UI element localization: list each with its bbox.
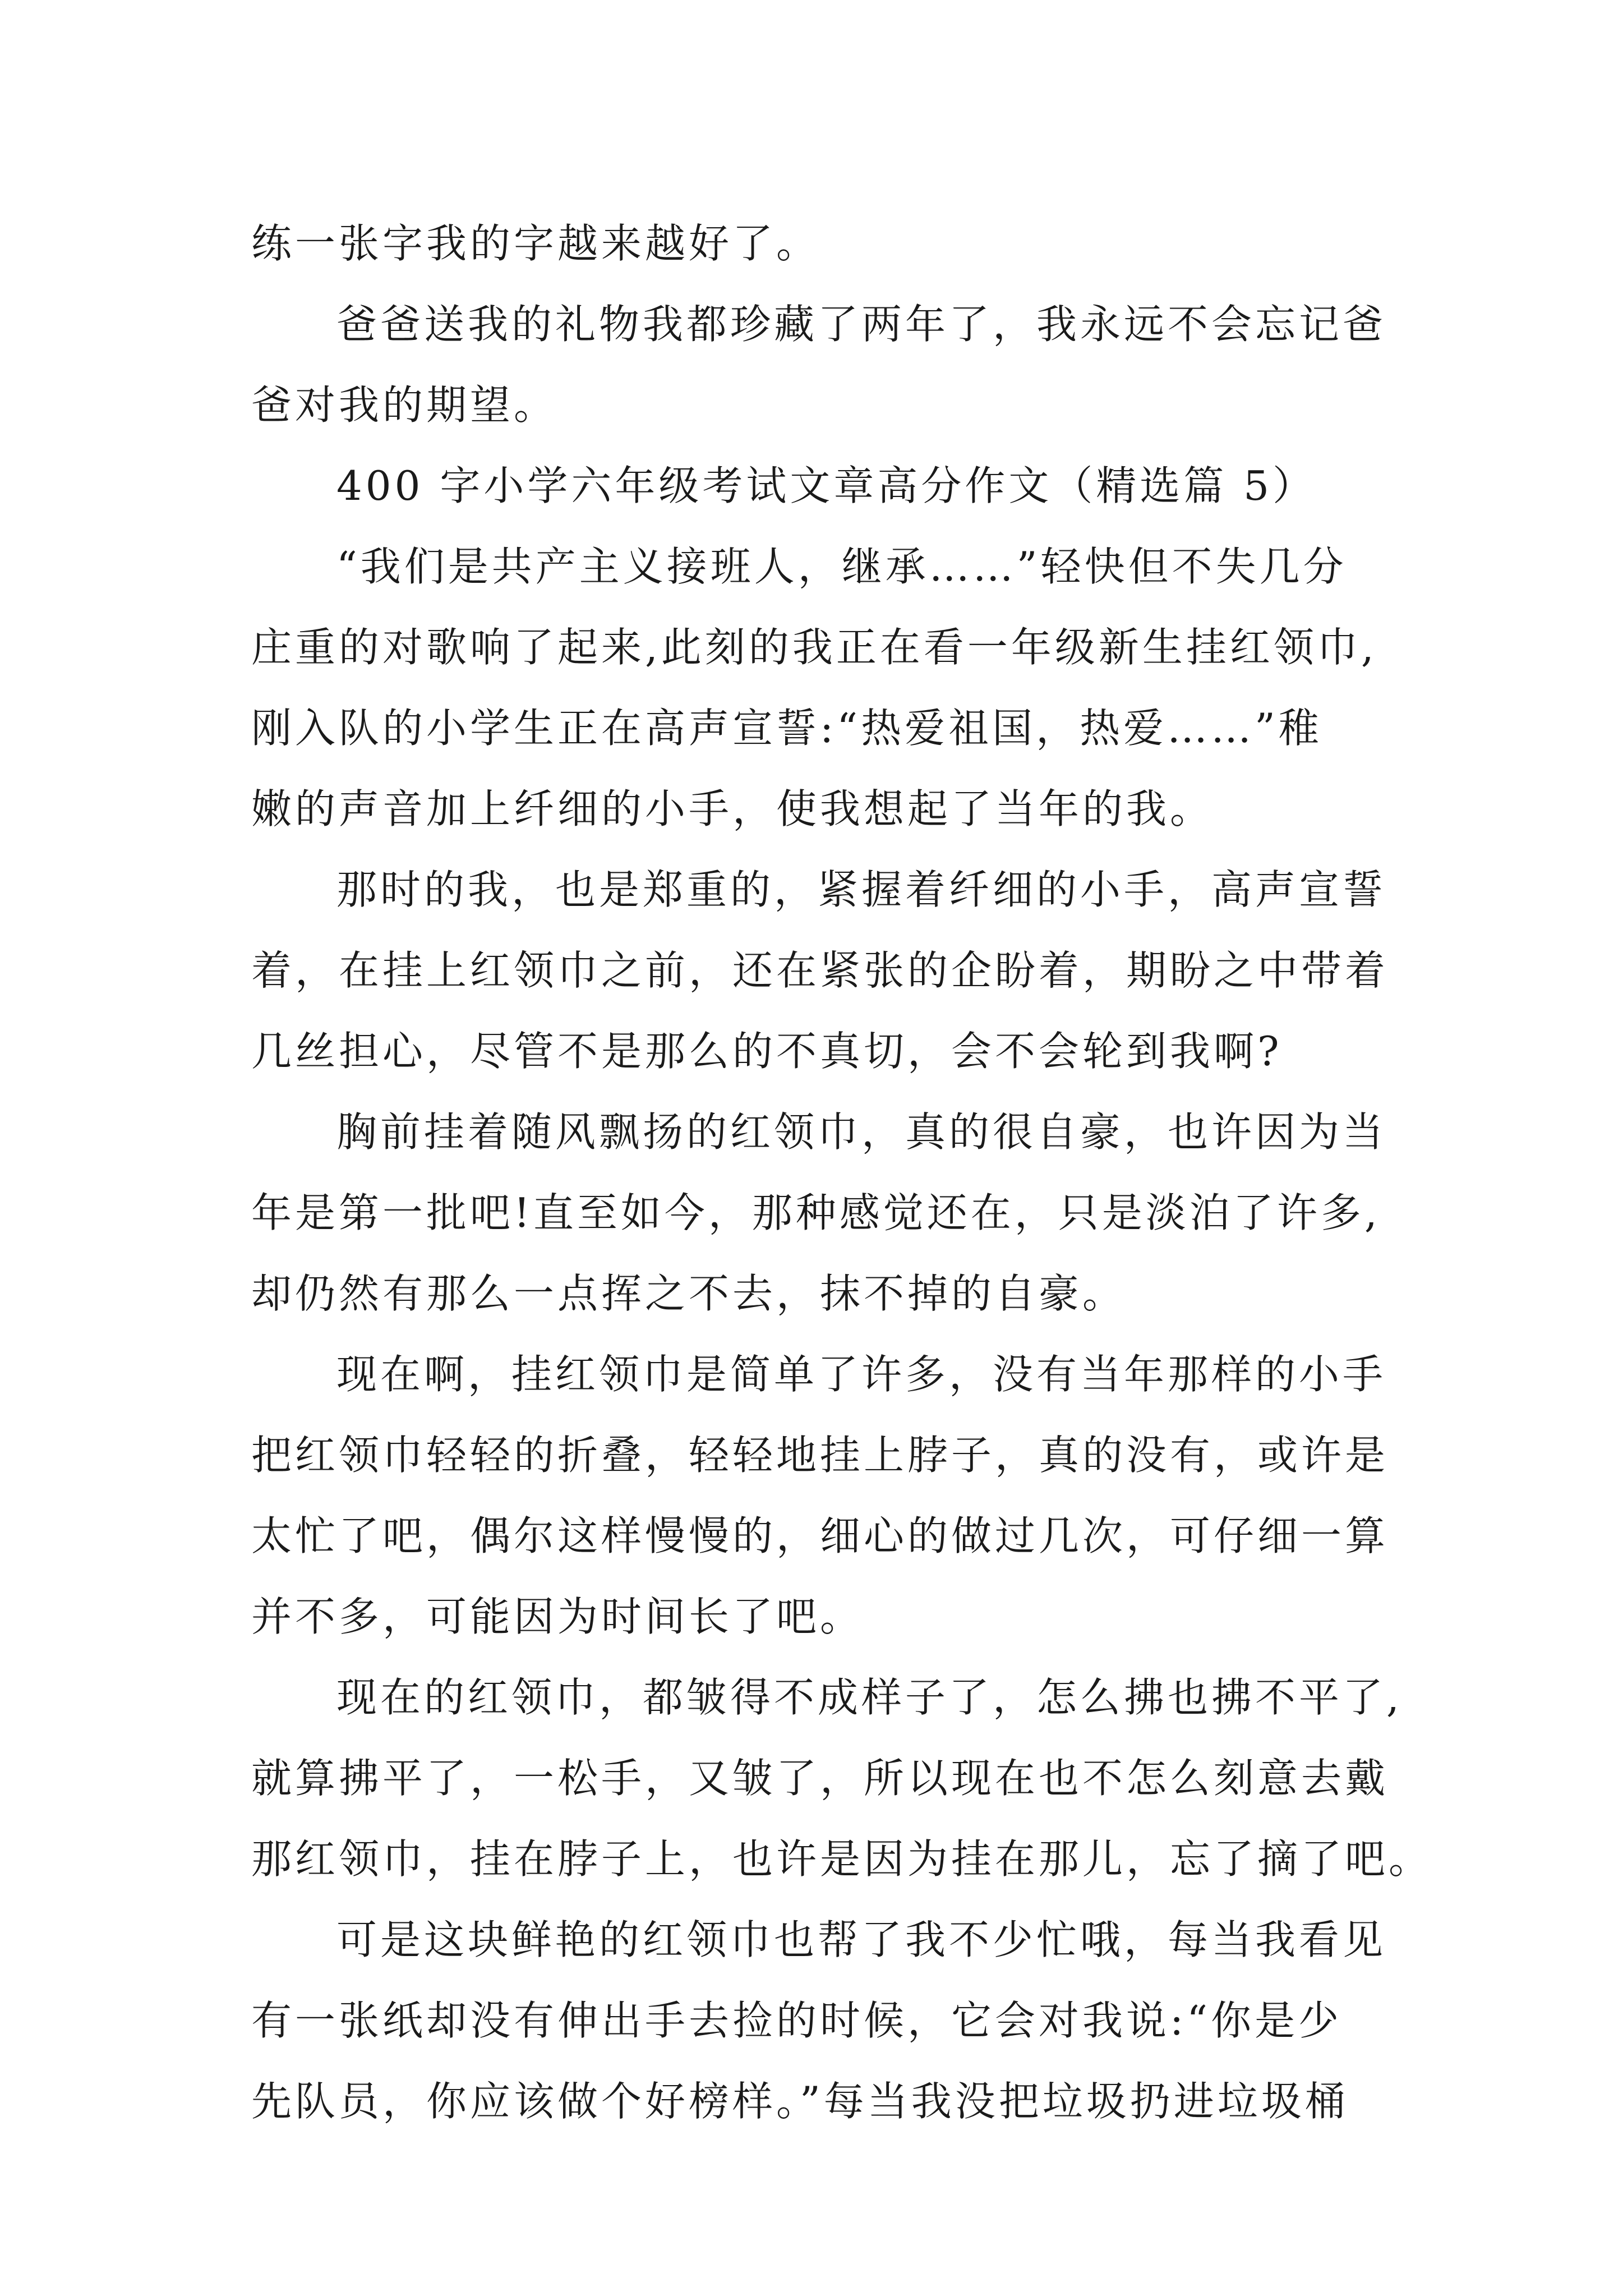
text-line: 胸前挂着随风飘扬的红领巾，真的很自豪，也许因为当: [336, 1108, 1387, 1156]
text-line: 嫩的声音加上纤细的小手，使我想起了当年的我。: [251, 785, 1214, 832]
text-line: 庄重的对歌响了起来,此刻的我正在看一年级新生挂红领巾,: [251, 624, 1377, 671]
text-line: 先队员，你应该做个好榜样。”每当我没把垃圾扔进垃圾桶: [251, 2078, 1349, 2125]
text-line: 太忙了吧，偶尔这样慢慢的，细心的做过几次，可仔细一算: [251, 1512, 1389, 1559]
text-line: 现在的红领巾，都皱得不成样子了，怎么拂也拂不平了,: [336, 1674, 1403, 1721]
text-line: 并不多，可能因为时间长了吧。: [251, 1593, 864, 1640]
text-line: 练一张字我的字越来越好了。: [251, 220, 820, 267]
text-line: 几丝担心，尽管不是那么的不真切，会不会轮到我啊?: [251, 1028, 1283, 1075]
text-line: 把红领巾轻轻的折叠，轻轻地挂上脖子，真的没有，或许是: [251, 1432, 1389, 1479]
text-line: 那红领巾，挂在脖子上，也许是因为挂在那儿，忘了摘了吧。: [251, 1835, 1433, 1883]
text-line: 爸爸送我的礼物我都珍藏了两年了，我永远不会忘记爸: [336, 301, 1387, 348]
section-heading: 400 字小学六年级考试文章高分作文（精选篇 5）: [336, 462, 1317, 509]
document-body: [251, 203, 1433, 2142]
text-line: 那时的我，也是郑重的，紧握着纤细的小手，高声宣誓: [336, 866, 1387, 913]
text-line: 就算拂平了，一松手，又皱了，所以现在也不怎么刻意去戴: [251, 1755, 1389, 1802]
text-line: 有一张纸却没有伸出手去捡的时候，它会对我说:“你是少: [251, 1997, 1343, 2044]
text-line: 年是第一批吧!直至如今，那种感觉还在，只是淡泊了许多,: [251, 1189, 1381, 1236]
text-line: 刚入队的小学生正在高声宣誓:“热爱祖国，热爱……”稚: [251, 705, 1322, 752]
text-line: “我们是共产主义接班人，继承……”轻快但不失几分: [336, 543, 1347, 590]
text-line: 现在啊，挂红领巾是简单了许多，没有当年那样的小手: [336, 1351, 1387, 1398]
text-line: 着，在挂上红领巾之前，还在紧张的企盼着，期盼之中带着: [251, 947, 1389, 994]
text-line: 可是这块鲜艳的红领巾也帮了我不少忙哦，每当我看见: [336, 1916, 1387, 1963]
text-line: 却仍然有那么一点挥之不去，抹不掉的自豪。: [251, 1270, 1127, 1317]
text-line: 爸对我的期望。: [251, 381, 558, 429]
